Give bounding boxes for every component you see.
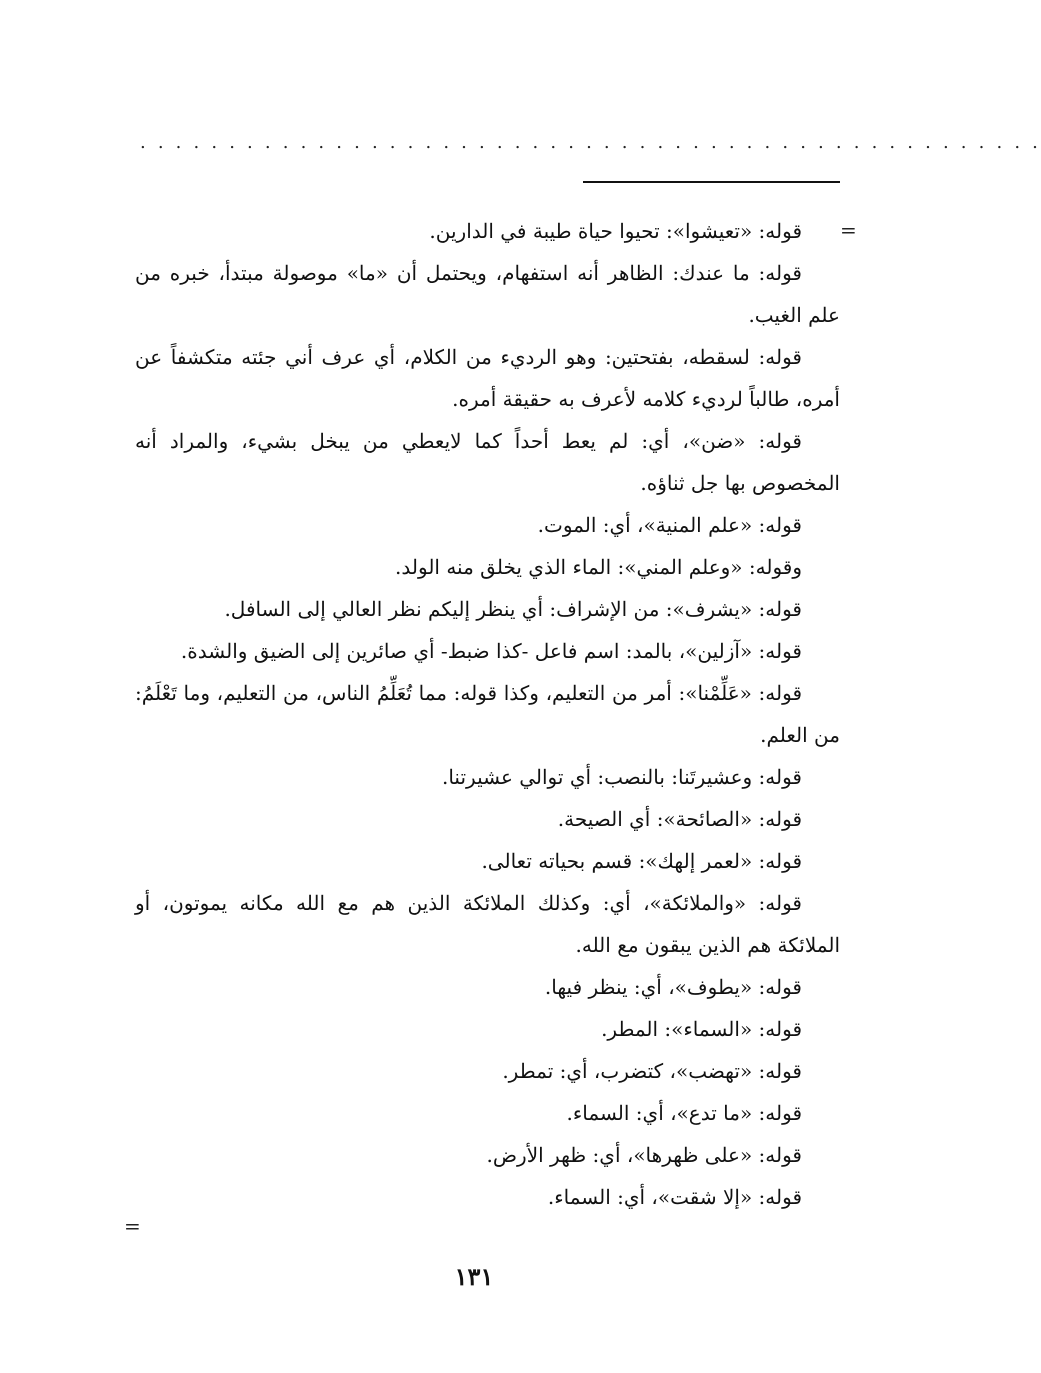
paragraph: قوله: «السماء»: المطر. — [601, 1017, 802, 1041]
paragraph: قوله: لسقطه، بفتحتين: وهو الرديء من الكلام، أي عرف أني جئته متكشفاً عن أمره، طالباً لرديء كلامه لأعرف به حقيقة أمره. — [135, 345, 840, 411]
paragraph: قوله: «عَلِّمْنا»: أمر من التعليم، وكذا قوله: مما تُعَلِّمُ الناس، من التعليم، وما تَعْلَمُ: من العلم. — [135, 681, 840, 747]
paragraph: قوله: «تهضب»، كتضرب، أي: تمطر. — [502, 1059, 802, 1083]
separator-dots: . . . . . . . . . . . . . . . . . . . . . . . . . . . . . . . . . . . . . . . . . . . . . . . . . . . — [140, 132, 1041, 153]
paragraph: قوله: ما عندك: الظاهر أنه استفهام، ويحتمل أن «ما» موصولة مبتدأ، خبره من علم الغيب. — [135, 261, 840, 327]
paragraph: قوله: «لعمر إلهك»: قسم بحياته تعالى. — [481, 849, 802, 873]
paragraph: قوله: «ضن»، أي: لم يعط أحداً كما لايعطي من يبخل بشيء، والمراد أنه المخصوص بها جل ثناؤه. — [135, 429, 840, 495]
page-number: ١٣١ — [454, 1262, 494, 1291]
paragraph: قوله: «الصائحة»: أي الصيحة. — [557, 807, 802, 831]
paragraph: وقوله: «وعلم المني»: الماء الذي يخلق منه الولد. — [395, 555, 802, 579]
paragraph: قوله: «آزلين»، بالمد: اسم فاعل -كذا ضبط- أي صائرين إلى الضيق والشدة. — [180, 639, 802, 663]
paragraph: قوله: «علم المنية»، أي: الموت. — [537, 513, 802, 537]
paragraph: قوله: «ما تدع»، أي: السماء. — [566, 1101, 802, 1125]
paragraph: قوله: «إلا شقت»، أي: السماء. — [547, 1185, 802, 1209]
paragraph: قوله: وعشيرتَنا: بالنصب: أي توالي عشيرتنا. — [441, 765, 802, 789]
continuation-mark-top: = — [840, 218, 857, 242]
paragraph: قوله: «يشرف»: من الإشراف: أي ينظر إليكم نظر العالي إلى السافل. — [224, 597, 802, 621]
paragraph: قوله: «والملائكة»، أي: وكذلك الملائكة الذين هم مع الله مكانه يموتون، أو الملائكة هم الذين يبقون مع الله. — [135, 891, 840, 957]
paragraph: قوله: «يطوف»، أي: ينظر فيها. — [544, 975, 802, 999]
footnote-rule — [583, 181, 840, 183]
paragraph: قوله: «تعيشوا»: تحيوا حياة طيبة في الدارين. — [429, 219, 802, 243]
paragraph: قوله: «على ظهرها»، أي: ظهر الأرض. — [486, 1143, 802, 1167]
continuation-mark-bottom: = — [124, 1214, 141, 1238]
commentary-text — [135, 210, 840, 1218]
